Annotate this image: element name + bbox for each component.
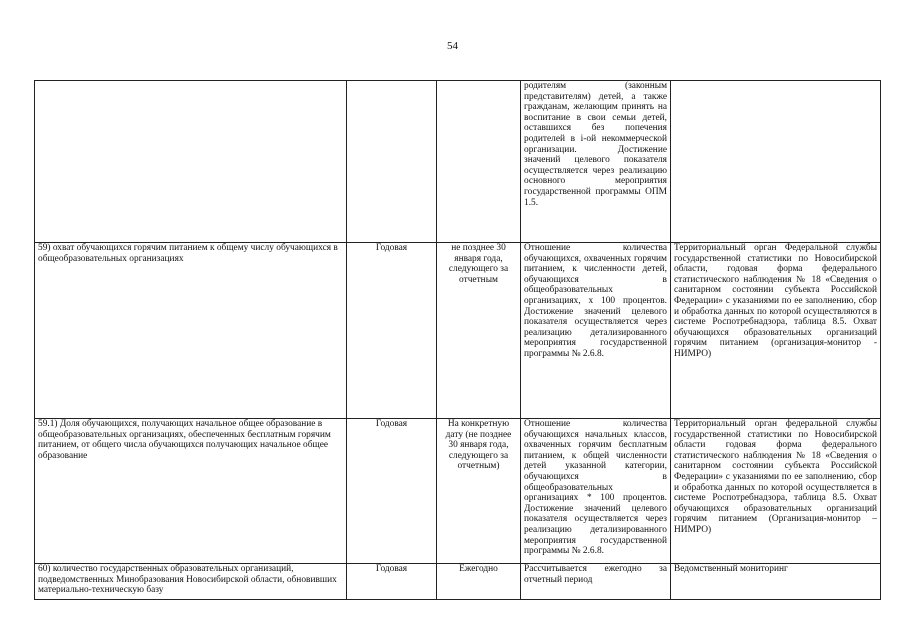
frequency-cell: Годовая bbox=[347, 419, 437, 564]
method-cell: Рассчитывается ежегодно за отчетный период bbox=[521, 564, 671, 600]
deadline-cell: Ежегодно bbox=[437, 564, 521, 600]
method-cell: родителям (законным представителям) детей, а также гражданам, желающим принять на воспитание в свои семьи детей, оставшихся без попечения родителей в i-ой некоммерческой организации. Достижение значений целевого показателя осуществляется через реализацию основного мероприятия государственной программы ОПМ 1.5. bbox=[521, 81, 671, 243]
source-cell: Территориальный орган Федеральной службы государственной статистики по Новосибирской области, годовая форма федерального статистического наблюдения № 18 «Сведения о санитарном состоянии субъекта Российской Федерации» с указаниями по ее заполнению, сбор и обработка данных по которой осуществляются в системе Роспотребнадзора, таблица 8.5. Охват обучающихся образовательных организаций горячим питанием (организация-монитор - НИМРО) bbox=[671, 243, 881, 419]
frequency-cell: Годовая bbox=[347, 243, 437, 419]
indicator-title-cell: 59.1) Доля обучающихся, получающих начальное общее образование в общеобразовательных организациях, обеспеченных бесплатным горячим питанием, от общего числа обучающихся получающих начальное общее образование bbox=[35, 419, 347, 564]
source-cell: Ведомственный мониторинг bbox=[671, 564, 881, 600]
deadline-cell: На конкретную дату (не позднее 30 января года, следующего за отчетным) bbox=[437, 419, 521, 564]
deadline-cell bbox=[437, 81, 521, 243]
indicator-title-cell bbox=[35, 81, 347, 243]
page-number: 54 bbox=[447, 40, 458, 52]
deadline-cell: не позднее 30 января года, следующего за отчетным bbox=[437, 243, 521, 419]
table-row bbox=[35, 419, 881, 564]
indicator-title-cell: 59) охват обучающихся горячим питанием к общему числу обучающихся в общеобразовательных организациях bbox=[35, 243, 347, 419]
source-cell: Территориальный орган федеральной службы государственной статистики по Новосибирской области годовая форма федерального статистического наблюдения № 18 «Сведения о санитарном состоянии субъекта Российской Федерации» с указаниями по ее заполнению, сбор и обработка данных по которой осуществляется в системе Роспотребнадзора, таблица 8.5. Охват обучающихся образовательных организаций горячим питанием (Организация-монитор – НИМРО) bbox=[671, 419, 881, 564]
table-row bbox=[35, 243, 881, 419]
indicator-title-cell: 60) количество государственных образовательных организаций, подведомственных Минобразования Новосибирской области, обновивших материально-техническую базу bbox=[35, 564, 347, 600]
method-cell: Отношение количества обучающихся начальных классов, охваченных горячим бесплатным питанием, к общей численности детей указанной категории, обучающихся в общеобразовательных организациях * 100 процентов. Достижение значений целевого показателя осуществляется через реализацию детализированного мероприятия государственной программы № 2.6.8. bbox=[521, 419, 671, 564]
source-cell bbox=[671, 81, 881, 243]
indicators-table bbox=[34, 80, 881, 600]
method-cell: Отношение количества обучающихся, охваченных горячим питанием, к численности детей, обучающихся в общеобразовательных организациях, х 100 процентов. Достижение значений целевого показателя осуществляется через реализацию детализированного мероприятия государственной программы № 2.6.8. bbox=[521, 243, 671, 419]
frequency-cell bbox=[347, 81, 437, 243]
frequency-cell: Годовая bbox=[347, 564, 437, 600]
table-row bbox=[35, 564, 881, 600]
table-row bbox=[35, 81, 881, 243]
